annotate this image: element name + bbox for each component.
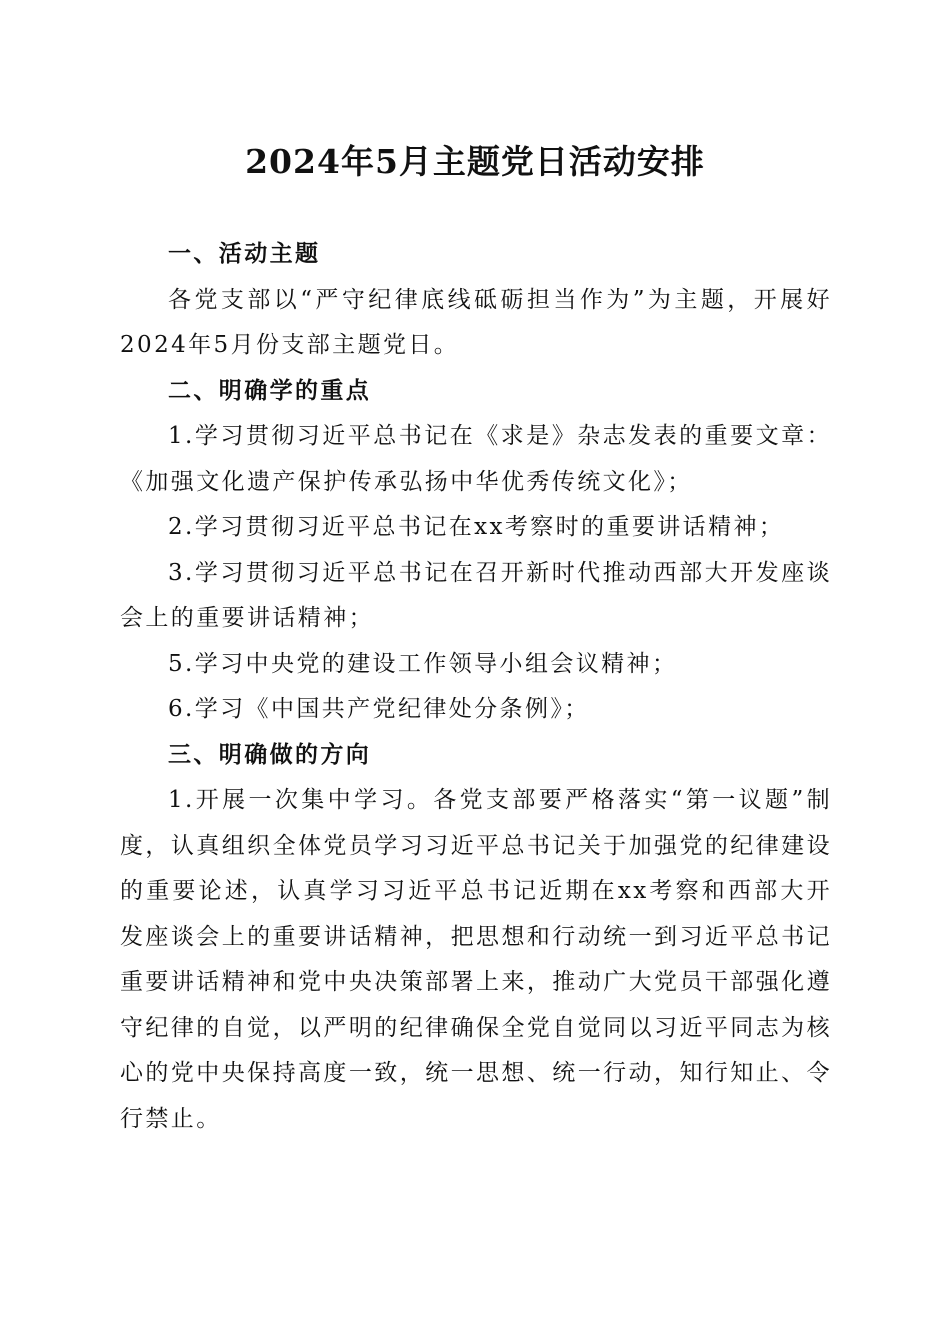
paragraph: 5.学习中央党的建设工作领导小组会议精神；: [168, 650, 678, 677]
document-body: [120, 232, 832, 1142]
section-action-direction: [120, 733, 832, 1143]
paragraph: 1.开展一次集中学习。各党支部要严格落实“第一议题”制度，认真组织全体党员学习习近平总书记关于加强党的纪律建设的重要论述，认真学习习近平总书记近期在xx考察和西部大开发座谈会上的重要讲话精神，把思想和行动统一到习近平总书记重要讲话精神和党中央决策部署上来，推动广大党员干部强化遵守纪律的自觉，以严明的纪律确保全党自觉同以习近平同志为核心的党中央保持高度一致，统一思想、统一行动，知行知止、令行禁止。: [120, 787, 832, 1132]
paragraph: 1.学习贯彻习近平总书记在《求是》杂志发表的重要文章：《加强文化遗产保护传承弘扬中华优秀传统文化》；: [120, 423, 832, 495]
paragraph: 2.学习贯彻习近平总书记在xx考察时的重要讲话精神；: [168, 514, 785, 540]
paragraph: 各党支部以“严守纪律底线砥砺担当作为”为主题，开展好2024年5月份支部主题党日。: [120, 286, 832, 358]
section-heading: 三、明确做的方向: [168, 741, 372, 768]
section-heading: 二、明确学的重点: [168, 377, 372, 404]
paragraph: 6.学习《中国共产党纪律处分条例》；: [168, 696, 590, 722]
section-study-focus: [120, 369, 832, 733]
document-title: 2024年5月主题党日活动安排: [245, 142, 705, 181]
section-activity-theme: [120, 232, 832, 369]
paragraph: 3.学习贯彻习近平总书记在召开新时代推动西部大开发座谈会上的重要讲话精神；: [120, 559, 832, 631]
section-heading: 一、活动主题: [168, 241, 321, 267]
